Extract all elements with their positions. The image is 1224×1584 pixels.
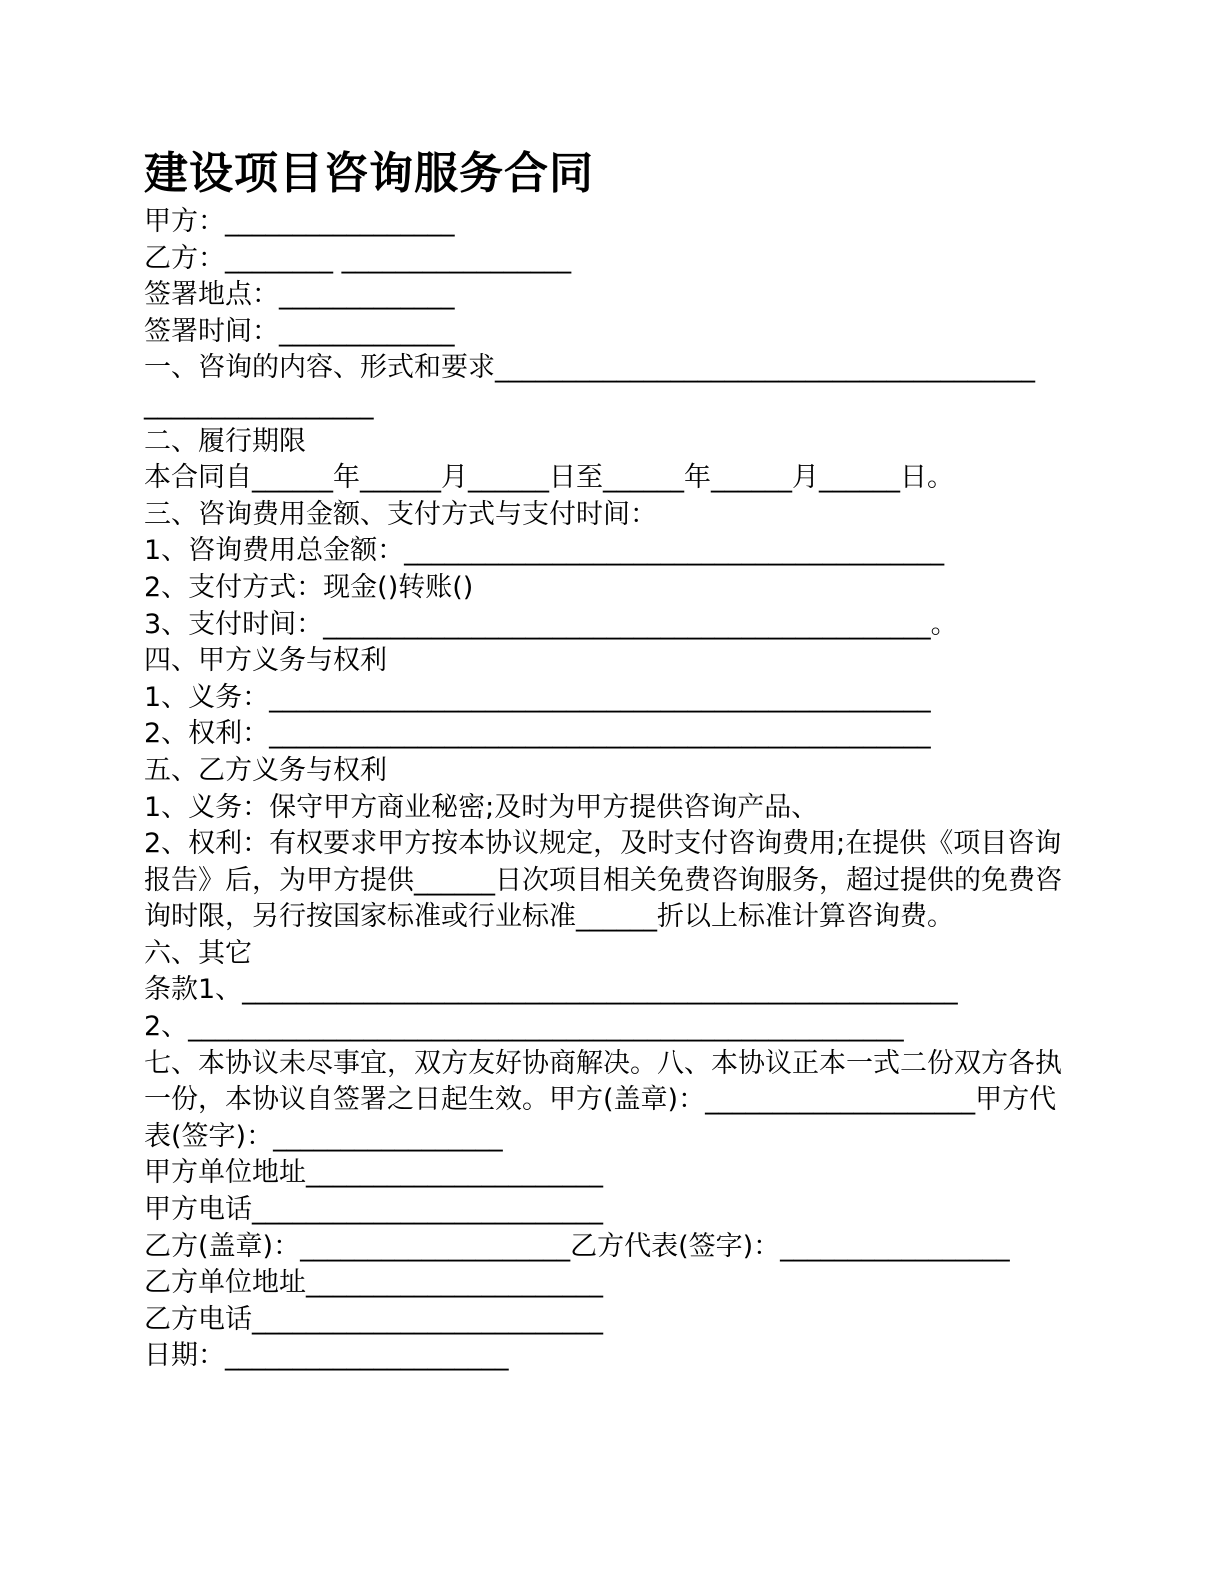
signing-place-line: 签署地点：_____________ bbox=[144, 279, 455, 311]
contract-page bbox=[144, 148, 1074, 1375]
section-2-heading: 二、履行期限 bbox=[144, 425, 306, 457]
term-line: 本合同自______年______月______日至______年______月______日。 bbox=[144, 462, 954, 494]
payment-time-line: 3、支付时间：_____________________________________________。 bbox=[144, 608, 958, 640]
section-5-heading: 五、乙方义务与权利 bbox=[144, 754, 387, 786]
section-7-paragraph: 七、本协议未尽事宜，双方友好协商解决。八、本协议正本一式二份双方各执一份，本协议自签署之日起生效。甲方(盖章)：____________________甲方代表(签字)：_________________ bbox=[144, 1047, 1062, 1152]
signing-time-line: 签署时间：_____________ bbox=[144, 315, 455, 347]
date-line: 日期：_____________________ bbox=[144, 1340, 509, 1372]
party-b-phone-line: 乙方电话__________________________ bbox=[144, 1303, 603, 1335]
party-b-seal-line: 乙方(盖章)：____________________乙方代表(签字)：_________________ bbox=[144, 1230, 1010, 1262]
section-4-heading: 四、甲方义务与权利 bbox=[144, 645, 387, 677]
section-3-heading: 三、咨询费用金额、支付方式与支付时间： bbox=[144, 498, 657, 530]
party-a-phone-line: 甲方电话__________________________ bbox=[144, 1194, 603, 1226]
section-1-heading: 一、咨询的内容、形式和要求________________________________________ bbox=[144, 352, 1035, 384]
party-b-duty-line: 1、义务：保守甲方商业秘密;及时为甲方提供咨询产品、 bbox=[144, 791, 819, 823]
party-b-line: 乙方：________ _________________ bbox=[144, 242, 572, 274]
party-a-line: 甲方：_________________ bbox=[144, 206, 455, 237]
page-title: 建设项目咨询服务合同 bbox=[144, 148, 594, 199]
party-a-duty-line: 1、义务：_________________________________________________ bbox=[144, 681, 931, 713]
party-b-address-line: 乙方单位地址______________________ bbox=[144, 1267, 603, 1299]
clause-2-line: 2、_____________________________________________________ bbox=[144, 1011, 904, 1043]
fee-amount-line: 1、咨询费用总金额：________________________________________ bbox=[144, 535, 945, 567]
party-a-address-line: 甲方单位地址______________________ bbox=[144, 1157, 603, 1189]
clause-1-line: 条款1、_____________________________________________________ bbox=[144, 974, 958, 1006]
party-a-right-line: 2、权利：_________________________________________________ bbox=[144, 718, 931, 750]
payment-method-line: 2、支付方式：现金()转账() bbox=[144, 571, 474, 603]
section-1-blank: _________________ bbox=[144, 388, 374, 420]
section-6-heading: 六、其它 bbox=[144, 937, 252, 969]
party-b-rights-paragraph: 2、权利：有权要求甲方按本协议规定，及时支付咨询费用;在提供《项目咨询报告》后，为甲方提供______日次项目相关免费咨询服务，超过提供的免费咨询时限，另行按国家标准或行业标准______折以上标准计算咨询费。 bbox=[144, 828, 1062, 933]
